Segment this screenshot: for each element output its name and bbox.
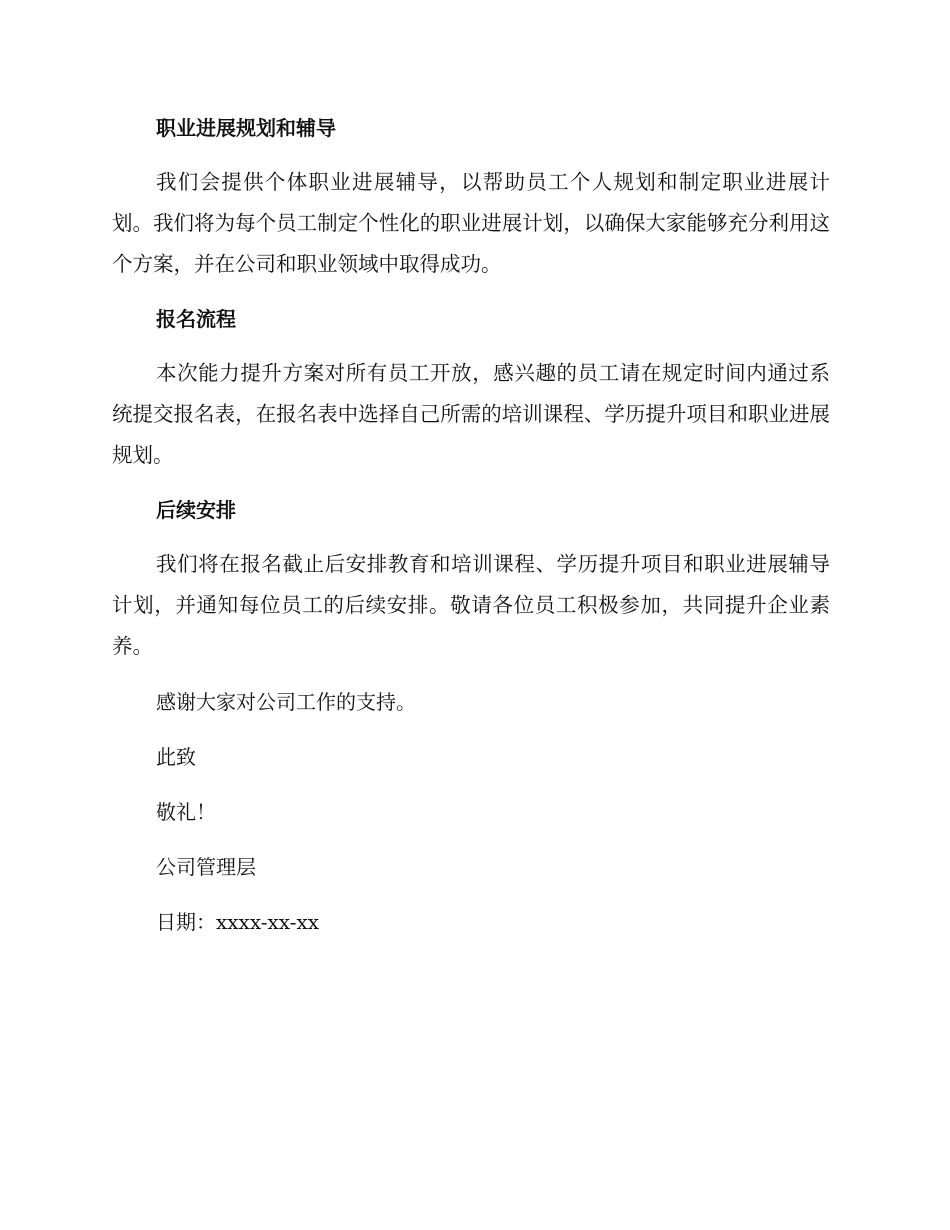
- closing-thanks: 感谢大家对公司工作的支持。: [156, 690, 416, 714]
- section-body-career-planning: 我们会提供个体职业进展辅导，以帮助员工个人规划和制定职业进展计划。我们将为每个员工制定个性化的职业进展计划，以确保大家能够充分利用这个方案，并在公司和职业领域中取得成功。: [112, 170, 830, 276]
- document-body: [112, 108, 830, 942]
- section-body-registration: 本次能力提升方案对所有员工开放，感兴趣的员工请在规定时间内通过系统提交报名表，在报名表中选择自己所需的培训课程、学历提升项目和职业进展规划。: [112, 361, 830, 467]
- closing-date: 日期：xxxx-xx-xx: [156, 910, 320, 934]
- section-heading-career-planning: 职业进展规划和辅导: [156, 116, 336, 140]
- closing-salutation: 此致: [156, 745, 196, 769]
- section-body-follow-up: 我们将在报名截止后安排教育和培训课程、学历提升项目和职业进展辅导计划，并通知每位员工的后续安排。敬请各位员工积极参加，共同提升企业素养。: [112, 552, 830, 658]
- closing-signature: 公司管理层: [156, 855, 256, 879]
- section-heading-follow-up: 后续安排: [156, 498, 236, 522]
- closing-regards: 敬礼！: [156, 800, 216, 824]
- section-heading-registration: 报名流程: [156, 307, 236, 331]
